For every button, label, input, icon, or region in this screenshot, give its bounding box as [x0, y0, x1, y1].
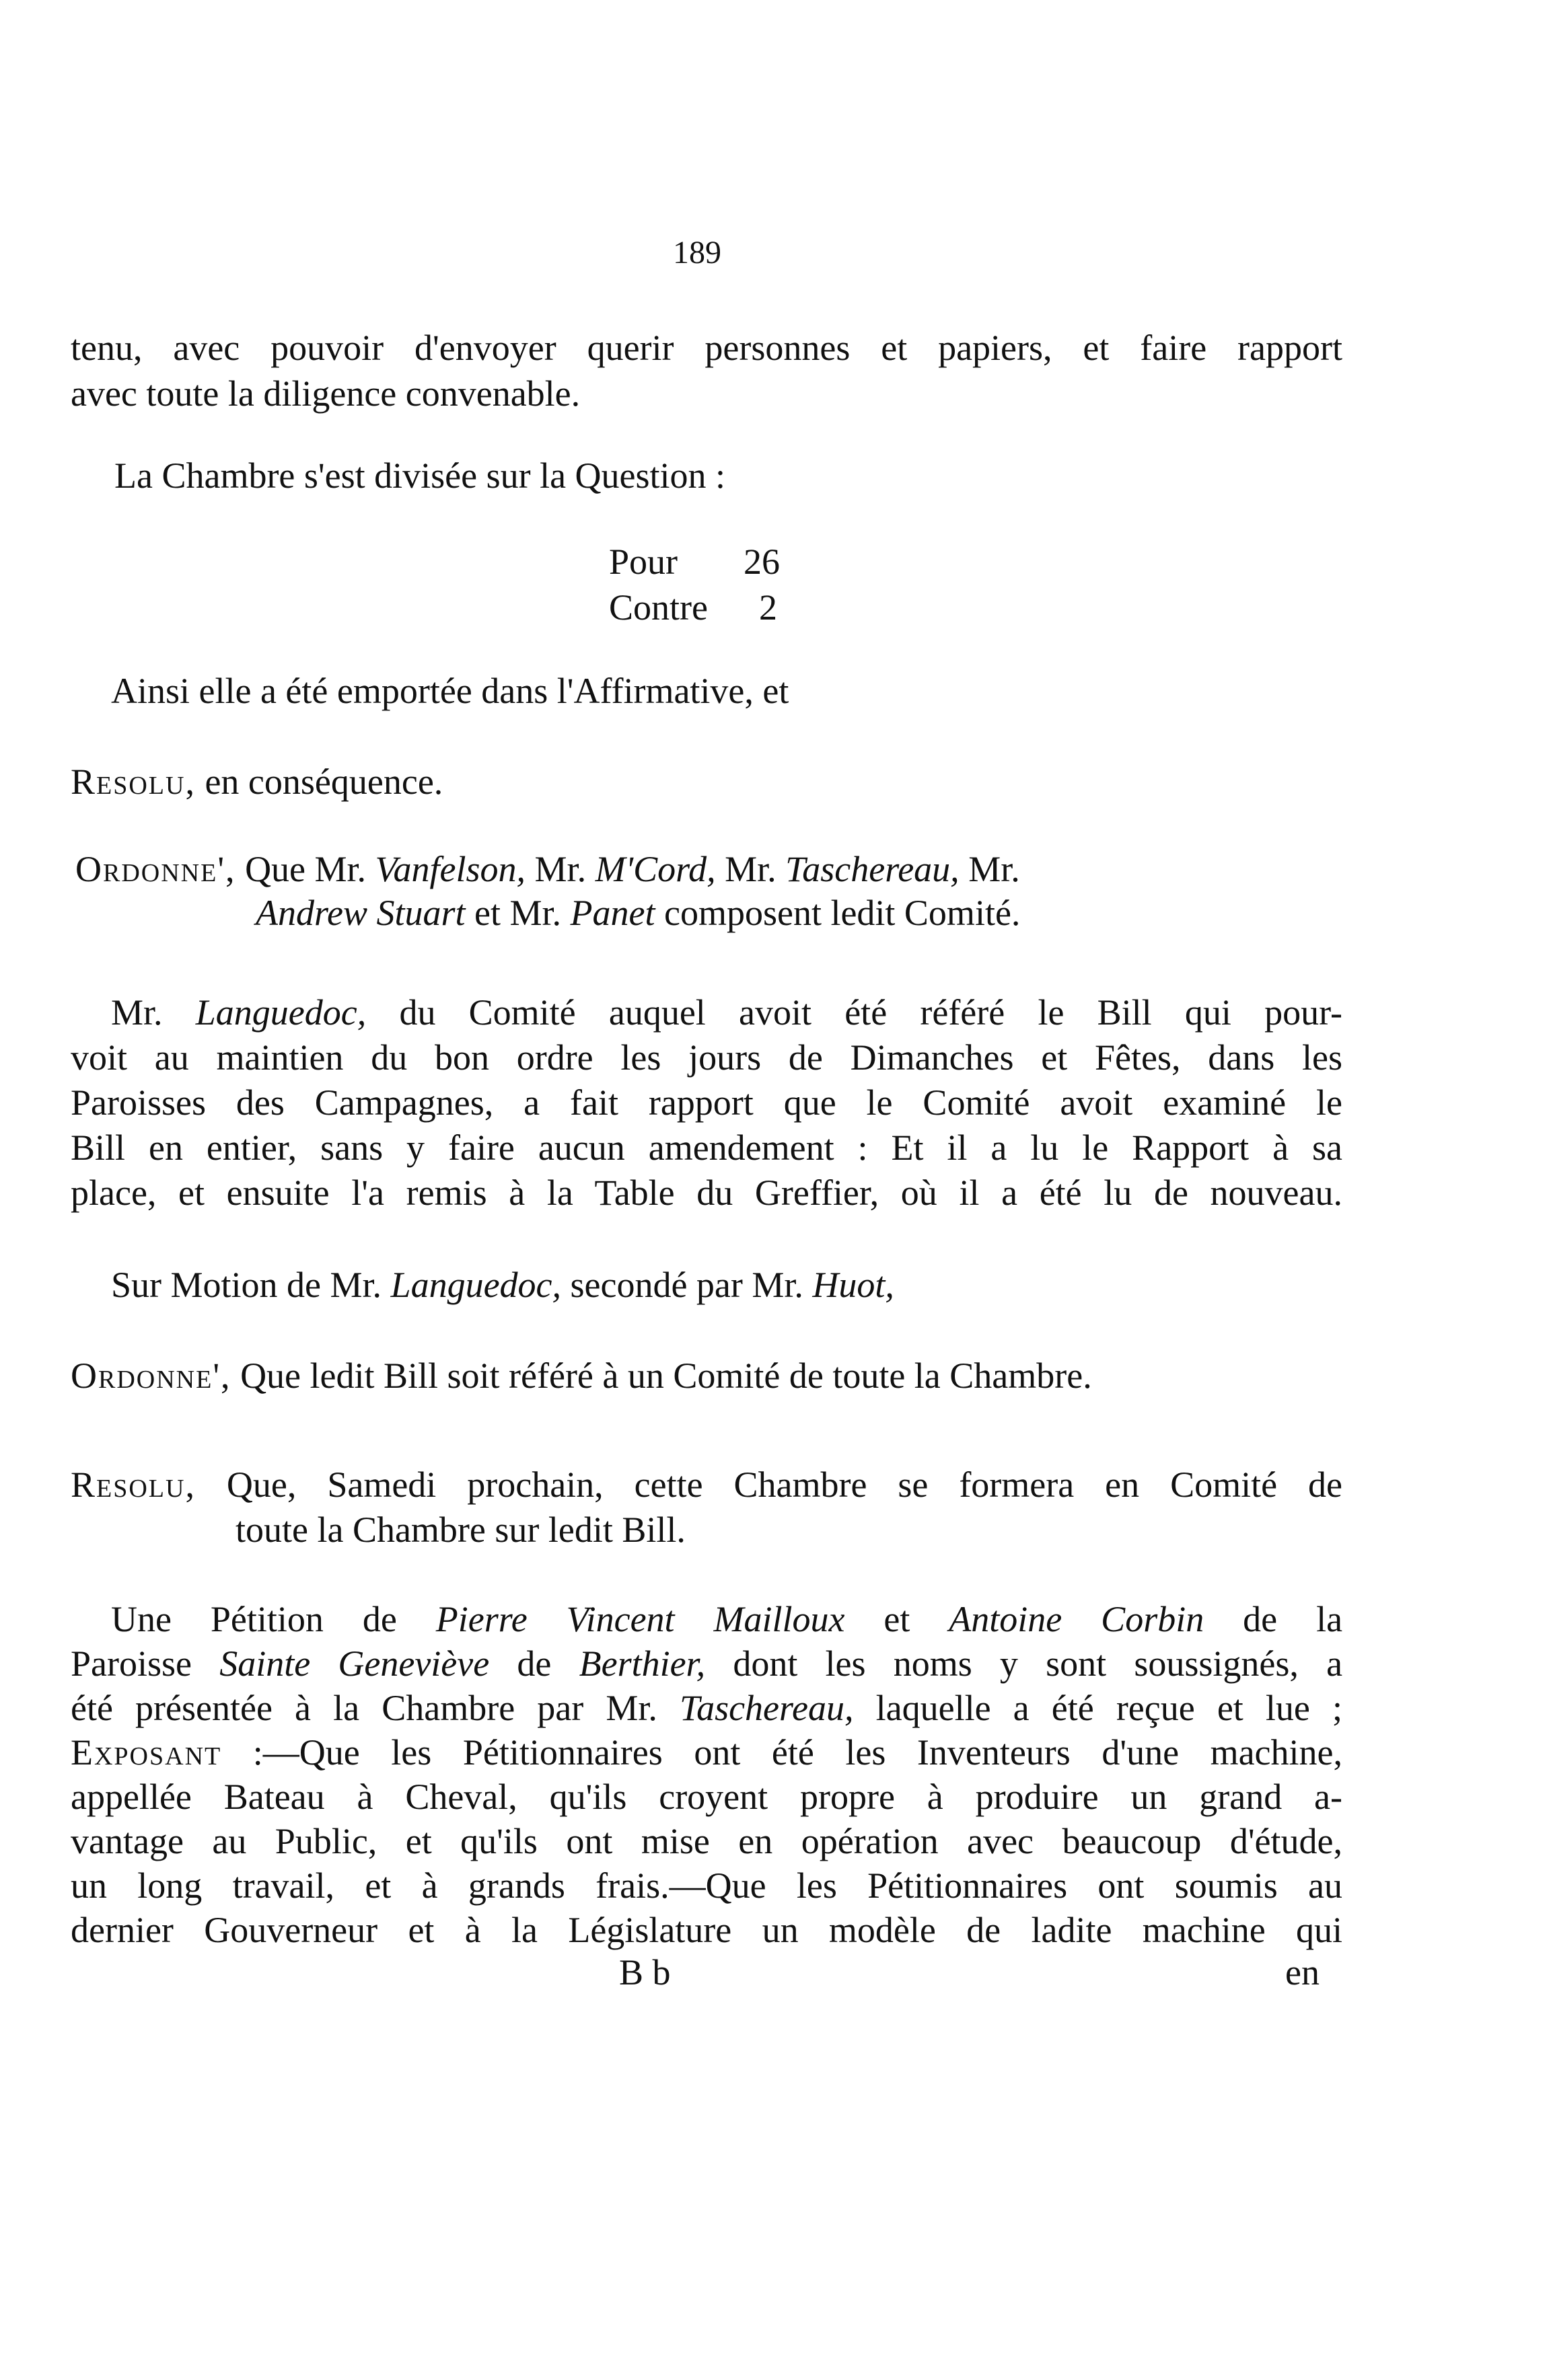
resolu-heading: Resolu,: [71, 1464, 196, 1505]
text-span: Mr.: [111, 992, 163, 1033]
resolu-paragraph-2-line-1: [71, 1466, 1342, 1503]
name-taschereau: Taschereau,: [785, 849, 960, 889]
petition-line-6: vantage au Public, et qu'ils ont mise en opération avec beaucoup d'étude,: [71, 1821, 1342, 1861]
text-span: Paroisse: [71, 1643, 192, 1684]
text-span: et: [883, 1599, 910, 1639]
text-span: de: [517, 1643, 552, 1684]
paragraph-1-line-2: avec toute la diligence convenable.: [71, 373, 581, 414]
name-sainte-genevieve: Sainte Geneviève: [219, 1643, 490, 1684]
text-span: de la: [1243, 1599, 1343, 1639]
petition-line-8: dernier Gouverneur et à la Législature un modèle de ladite machine qui: [71, 1910, 1342, 1950]
name-taschereau: Taschereau,: [680, 1688, 854, 1728]
text-span: été présentée à la Chambre par Mr.: [71, 1688, 657, 1728]
text-span: dont les noms y sont soussignés, a: [733, 1643, 1343, 1684]
name-vanfelson: Vanfelson,: [375, 849, 526, 889]
petition-line-7: un long travail, et à grands frais.—Que les Pétitionnaires ont soumis au: [71, 1865, 1342, 1906]
petition-line-4: [71, 1734, 1342, 1771]
resolu-heading: Resolu,: [71, 761, 196, 802]
languedoc-paragraph-line-5: place, et ensuite l'a remis à la Table du Greffier, où il a été lu de nouveau.: [71, 1173, 1342, 1213]
text-span: Mr.: [968, 849, 1020, 889]
page-number: 189: [673, 235, 721, 270]
text-span: Mr.: [725, 849, 777, 889]
text-span: du Comité auquel avoit été référé le Bill qui pour-: [399, 992, 1342, 1033]
name-mccord: M'Cord,: [595, 849, 716, 889]
name-panet: Panet: [570, 893, 655, 933]
vote-pour-value: 26: [744, 542, 780, 582]
languedoc-paragraph-line-4: Bill en entier, sans y faire aucun amendement : Et il a lu le Rapport à sa: [71, 1127, 1342, 1168]
ordonne-paragraph-1-line-1: [75, 851, 1020, 887]
signature-mark: B b: [619, 1952, 671, 1993]
text-span: et Mr.: [474, 893, 562, 933]
paragraph-1-line-1: tenu, avec pouvoir d'envoyer querir personnes et papiers, et faire rapport: [71, 328, 1342, 368]
name-languedoc: Languedoc,: [390, 1265, 561, 1305]
languedoc-paragraph-line-3: Paroisses des Campagnes, a fait rapport que le Comité avoit examiné le: [71, 1082, 1342, 1123]
catchword: en: [1285, 1952, 1320, 1993]
text-span: Que Mr.: [245, 849, 367, 889]
text-span: Que ledit Bill soit référé à un Comité de toute la Chambre.: [240, 1355, 1092, 1396]
text-span: composent ledit Comité.: [663, 893, 1021, 933]
resolu-text: en conséquence.: [205, 761, 443, 802]
name-pierre-vincent-mailloux: Pierre Vincent Mailloux: [435, 1599, 845, 1639]
affirmative-paragraph: Ainsi elle a été emportée dans l'Affirmative, et: [111, 671, 789, 711]
exposant-heading: Exposant: [71, 1732, 222, 1773]
division-paragraph: La Chambre s'est divisée sur la Question :: [114, 455, 726, 496]
name-berthier: Berthier,: [579, 1643, 706, 1684]
text-span: laquelle a été reçue et lue ;: [875, 1688, 1343, 1728]
name-languedoc: Languedoc,: [195, 992, 367, 1033]
text-span: Mr.: [534, 849, 587, 889]
text-span: Une Pétition de: [111, 1599, 397, 1639]
name-antoine-corbin: Antoine Corbin: [949, 1599, 1204, 1639]
ordonne-heading: Ordonne',: [71, 1355, 231, 1396]
petition-line-2: [71, 1645, 1342, 1682]
text-span: :—Que les Pétitionnaires ont été les Inventeurs d'une machine,: [252, 1732, 1342, 1773]
ordonne-heading: Ordonne',: [75, 849, 236, 889]
text-span: Sur Motion de Mr.: [111, 1265, 382, 1305]
name-andrew-stuart: Andrew Stuart: [256, 893, 466, 933]
name-huot: Huot,: [812, 1265, 894, 1305]
vote-contre-value: 2: [759, 587, 777, 628]
resolu-paragraph: [71, 761, 443, 802]
petition-line-3: [71, 1690, 1342, 1726]
text-span: Que, Samedi prochain, cette Chambre se formera en Comité de: [226, 1464, 1342, 1505]
petition-line-5: appellée Bateau à Cheval, qu'ils croyent propre à produire un grand a-: [71, 1777, 1342, 1817]
ordonne-paragraph-1-line-2: [256, 895, 1020, 931]
languedoc-paragraph-line-1: [111, 994, 1342, 1031]
text-span: secondé par Mr.: [570, 1265, 803, 1305]
petition-line-1: [111, 1601, 1342, 1637]
languedoc-paragraph-line-2: voit au maintien du bon ordre les jours de Dimanches et Fêtes, dans les: [71, 1037, 1342, 1078]
vote-contre-label: Contre: [609, 587, 708, 628]
ordonne-paragraph-2: [71, 1355, 1092, 1396]
resolu-paragraph-2-line-2: toute la Chambre sur ledit Bill.: [236, 1510, 686, 1550]
vote-pour-label: Pour: [609, 542, 678, 582]
motion-paragraph: [111, 1267, 894, 1303]
